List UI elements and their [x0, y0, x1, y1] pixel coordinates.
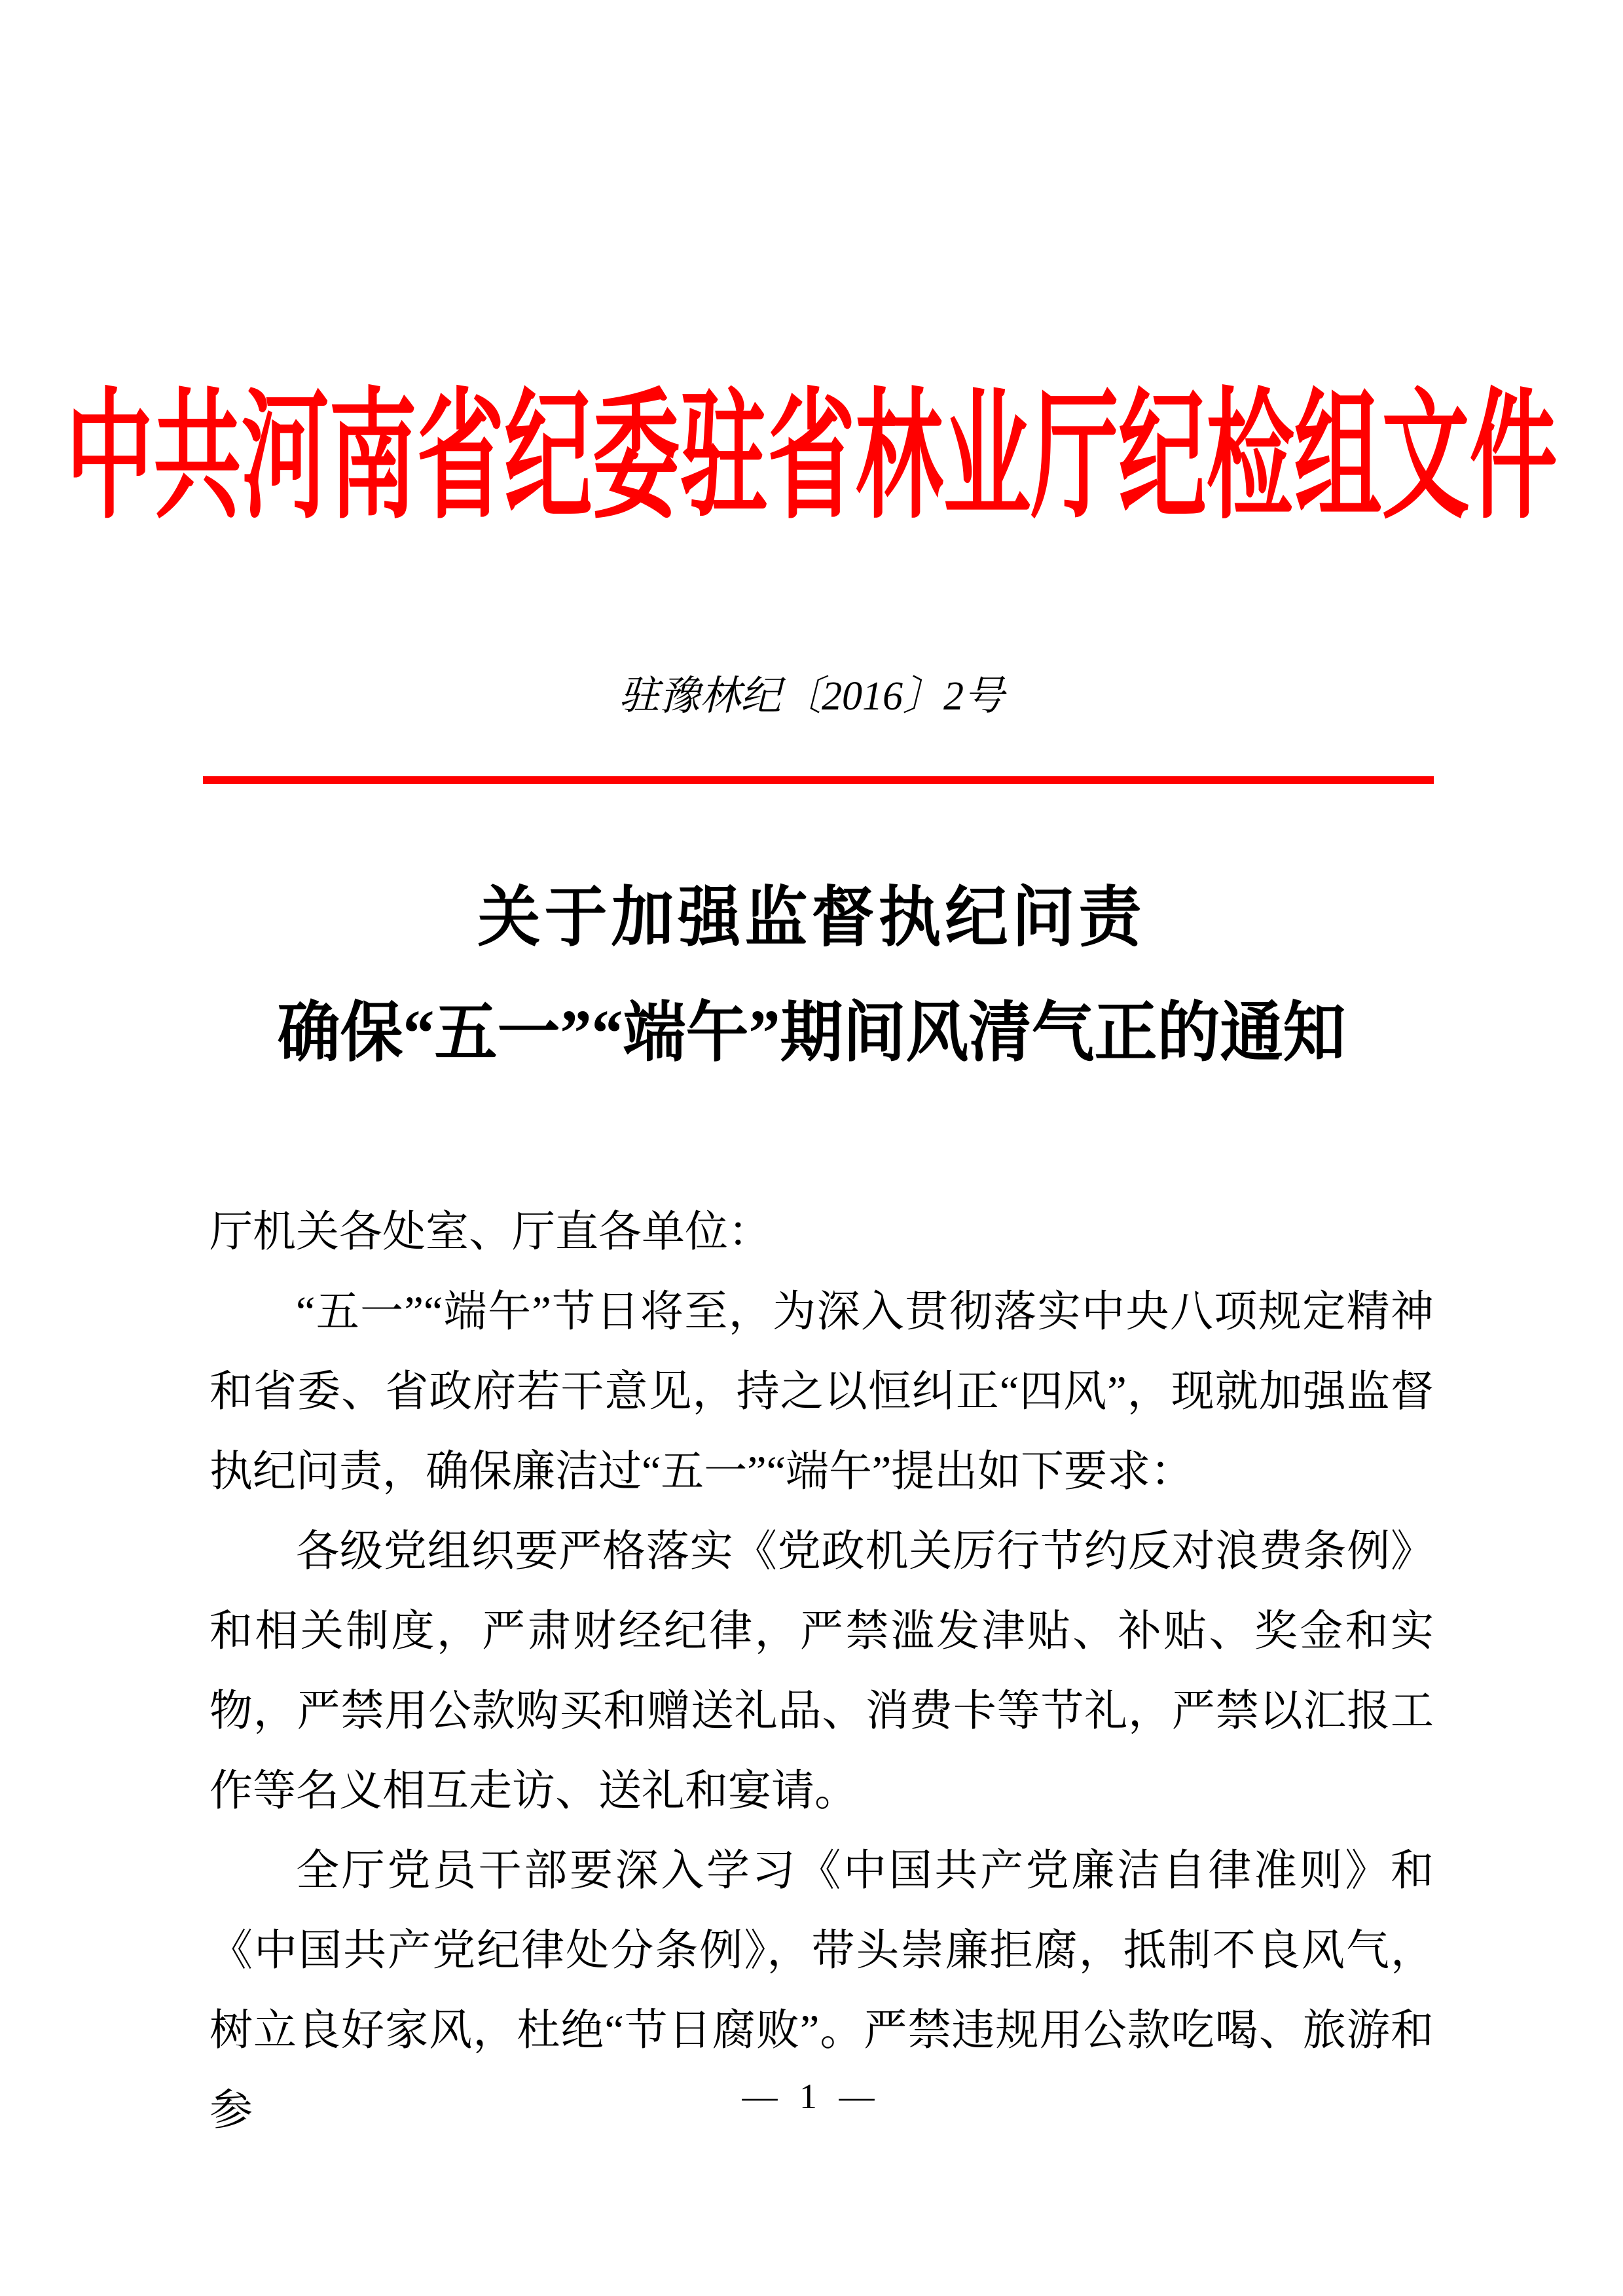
notice-title-line2: 确保“五一”“端午”期间风清气正的通知 — [277, 996, 1346, 1070]
notice-title-line1: 关于加强监督执纪问责 — [477, 880, 1146, 955]
red-separator-line — [203, 776, 1434, 784]
body-paragraph-2: 各级党组织要严格落实《党政机关厉行节约反对浪费条例》和相关制度，严肃财经纪律，严禁滥发津贴、补贴、奖金和实物，严禁用公款购买和赠送礼品、消费卡等节礼，严禁以汇报工作等名义相互走访、送礼和宴请。 — [210, 1528, 1434, 1815]
document-number: 驻豫林纪〔2016〕2号 — [618, 674, 1004, 719]
salutation: 厅机关各处室、厅直各单位： — [210, 1208, 771, 1256]
document-body — [210, 1193, 1434, 2151]
body-paragraph-3: 全厅党员干部要深入学习《中国共产党廉洁自律准则》和《中国共产党纪律处分条例》，带头崇廉拒腐，抵制不良风气，树立良好家风，杜绝“节日腐败”。严禁违规用公款吃喝、旅游和参 — [210, 1847, 1434, 2134]
body-paragraph-1: “五一”“端午”节日将至，为深入贯彻落实中央八项规定精神和省委、省政府若干意见，持之以恒纠正“四风”，现就加强监督执纪问责，确保廉洁过“五一”“端午”提出如下要求： — [210, 1288, 1434, 1496]
page-number: — 1 — — [742, 2077, 881, 2116]
red-header-title: 中共河南省纪委驻省林业厅纪检组文件 — [65, 380, 1558, 535]
